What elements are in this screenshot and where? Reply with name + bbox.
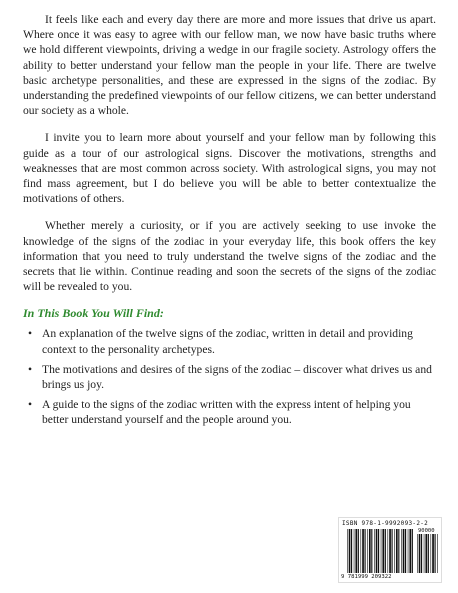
list-item-text: An explanation of the twelve signs of the zodiac, written in detail and providing context to the personality archetypes. xyxy=(42,327,413,356)
bullet-icon: • xyxy=(28,362,33,376)
intro-paragraph-2: I invite you to learn more about yourself and your fellow man by following this guide as a tour of our astrological signs. Discover the motivations, strengths and weaknesses that are most common across society. With astrological signs, you may not find mass agreement, but I do believe you will be able to better contextualize the motivations of others. xyxy=(23,131,436,206)
list-item-text: The motivations and desires of the signs of the zodiac – discover what drives us and brings us joy. xyxy=(42,362,432,392)
barcode-digits: 9 781999 209322 xyxy=(341,574,392,580)
barcode-bars-icon xyxy=(347,529,413,573)
list-item xyxy=(23,397,436,427)
bullet-icon: • xyxy=(28,398,33,412)
list-item xyxy=(23,362,436,392)
isbn-label: ISBN 978-1-9992093-2-2 xyxy=(342,520,429,527)
isbn-barcode xyxy=(338,517,442,583)
barcode-addon-bars-icon xyxy=(417,534,439,573)
list-item-text: A guide to the signs of the zodiac written with the express intent of helping you better understand yourself and the people around you. xyxy=(42,398,411,427)
list-item xyxy=(23,326,436,356)
intro-paragraph-1: It feels like each and every day there are more and more issues that drive us apart. Where once it was easy to agree with our fellow man, we now have basic truths where we hold different viewpoints, driving a wedge in our fragile society. Astrology offers the ability to better understand your fellow man the people in your life. There are twelve basic archetype personalities, and these are expressed in the signs of the zodiac. By understanding the predefined viewpoints of our fellow citizens, we can better understand our society as a whole. xyxy=(23,13,436,118)
book-contents-heading: In This Book You Will Find: xyxy=(23,306,164,321)
book-contents-list xyxy=(23,326,436,427)
intro-paragraph-3: Whether merely a curiosity, or if you are actively seeking to use invoke the knowledge of the signs of the zodiac in your everyday life, this book offers the key information that you need to truly understand the twelve signs of the zodiac and the secrets that lie within. Continue reading and soon the secrets of the signs of the zodiac will be revealed to you. xyxy=(23,219,436,294)
barcode-addon-code: 90000 xyxy=(418,528,435,534)
bullet-icon: • xyxy=(28,327,33,341)
